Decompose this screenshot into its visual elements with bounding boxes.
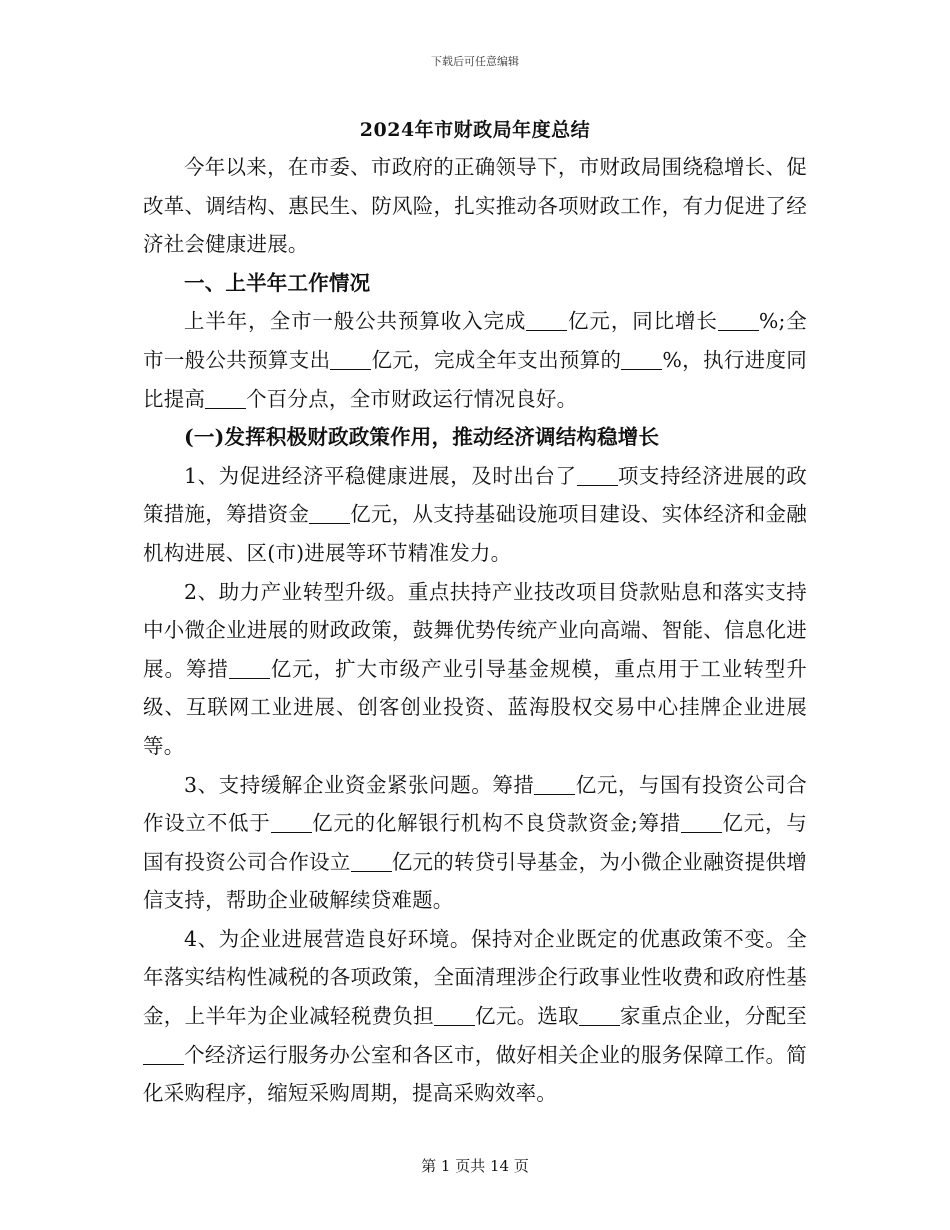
page-footer: 第 1 页共 14 页 [421,1157,529,1175]
fill-in-blank [534,773,575,795]
paragraph-text: 亿元的化解银行机构不良贷款资金;筹措 [311,811,681,836]
fill-in-blank [681,812,722,834]
paragraph-text: (一)发挥积极财政政策作用，推动经济调结构稳增长 [184,425,660,450]
fill-in-blank [271,812,312,834]
paragraph-text: 个百分点，全市财政运行情况良好。 [246,386,578,411]
fill-in-blank [229,657,270,679]
fill-in-blank [577,464,618,486]
body-paragraph [143,148,807,264]
fill-in-blank [309,503,350,525]
body-paragraph [143,302,807,418]
paragraph-text: 3、支持缓解企业资金紧张问题。筹措 [184,772,535,797]
section-heading [143,264,807,303]
fill-in-blank [330,348,371,370]
paragraph-text: 1、为促进经济平稳健康进展，及时出台了 [184,463,577,488]
fill-in-blank [579,1005,620,1027]
paragraph-text: 亿元，与国有投资公司合作设立不低于 [143,772,807,836]
paragraph-text: 亿元，与国有投资公司合作设立 [143,811,807,874]
paragraph-text: 亿元，从支持基础设施项目建设、实体经济和金融机构进展、区(市)进展等环节精准发力。 [143,502,807,565]
paragraph-text: 家重点企业，分配至 [619,1004,807,1029]
paragraph-text: %，执行进度同比提高 [143,347,807,411]
body-paragraph [143,457,807,573]
paragraph-text: 亿元，扩大市级产业引导基金规模，重点用于工业转型升级、互联网工业进展、创客创业投资、蓝海股权交易中心挂牌企业进展等。 [143,656,807,758]
paragraph-text: 个经济运行服务办公室和各区市，做好相关企业的服务保障工作。简化采购程序，缩短采购周期，提高采购效率。 [143,1042,807,1106]
paragraph-text: 亿元的转贷引导基金，为小微企业融资提供增信支持，帮助企业破解续贷难题。 [143,849,808,913]
fill-in-blank [434,1005,475,1027]
paragraph-text: 亿元。选取 [474,1004,579,1029]
paragraph-text: 亿元，同比增长 [567,309,718,334]
fill-in-blank [621,348,662,370]
paragraph-text: 2、助力产业转型升级。重点扶持产业技改项目贷款贴息和落实支持中小微企业进展的财政政策，鼓舞优势传统产业向高端、智能、信息化进展。筹措 [143,579,807,681]
paragraph-text: 4、为企业进展营造良好环境。保持对企业既定的优惠政策不变。全年落实结构性减税的各项政策，全面清理涉企行政事业性收费和政府性基金，上半年为企业减轻税费负担 [143,926,807,1029]
body-paragraph [143,573,807,766]
paragraph-text: 一、上半年工作情况 [184,270,371,295]
fill-in-blank [143,1043,184,1065]
paragraph-text: %;全市一般公共预算支出 [143,309,807,372]
document-body [143,148,807,1113]
paragraph-text: 上半年，全市一般公共预算收入完成 [184,309,527,334]
paragraph-text: 亿元，完成全年支出预算的 [371,347,622,372]
fill-in-blank [351,850,392,872]
section-heading [143,418,807,457]
paragraph-text: 项支持经济进展的政策措施，筹措资金 [143,463,807,527]
document-title: 2024年市财政局年度总结 [359,119,591,141]
fill-in-blank [526,310,567,332]
body-paragraph [143,766,807,920]
fill-in-blank [718,310,759,332]
header-note: 下载后可任意编辑 [431,55,519,68]
body-paragraph [143,920,807,1113]
fill-in-blank [205,387,246,409]
paragraph-text: 今年以来，在市委、市政府的正确领导下，市财政局围绕稳增长、促改革、调结构、惠民生、防风险，扎实推动各项财政工作，有力促进了经济社会健康进展。 [143,155,807,257]
